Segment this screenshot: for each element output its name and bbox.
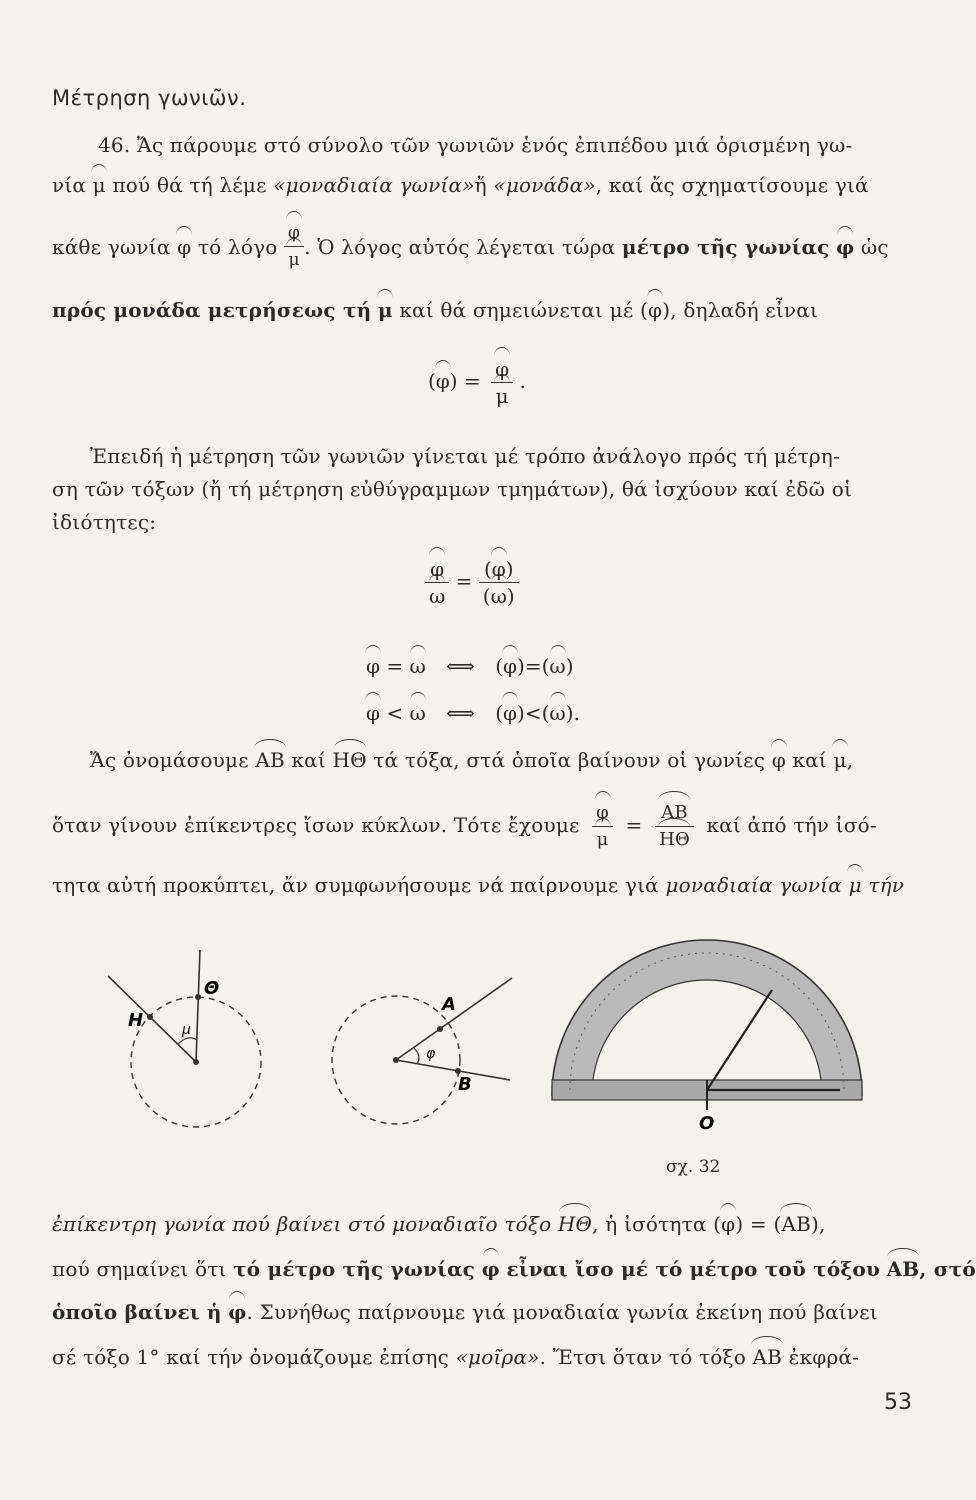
ray-theta [196, 950, 200, 1062]
label-b: Β [458, 1074, 472, 1095]
property-equality: φ = ω ⟺ (φ)=(ω) [366, 654, 574, 678]
paragraph-line-3: κάθε γωνία φ τό λόγο $\frac{\varphi}{\mu}$ . Ὁ λόγος αὐτός λέγεται τώρα μέτρο τῆς γωνίας φ ὡς [52, 222, 889, 275]
ratio-phi-over-mu: $\frac{\varphi}{\mu}$ [284, 220, 304, 273]
paragraph-line-14: σέ τόξο 1° καί τήν ὀνομάζουμε ἐπίσης «μοῖρα». Ἔτσι ὅταν τό τόξο ΑΒ ἐκφρά- [52, 1345, 860, 1369]
ray-b [396, 1060, 510, 1080]
paragraph-line-6: ση τῶν τόξων (ἤ τή μέτρηση εὐθύγραμμων τμημάτων), θά ἰσχύουν καί ἐδῶ οἱ [52, 477, 853, 501]
paragraph-line-12: πού σημαίνει ὅτι τό μέτρο τῆς γωνίας φ εἶναι ἴσο μέ τό μέτρο τοῦ τόξου ΑΒ, στό [52, 1257, 976, 1281]
paragraph-line-2: νία μ πού θά τή λέμε «μοναδιαία γωνία»ἤ «μονάδα», καί ἄς σχηματίσουμε γιά [52, 173, 869, 197]
label-mu: μ [182, 1022, 191, 1038]
paragraph-line-8: Ἄς ὀνομάσουμε ΑΒ καί ΗΘ τά τόξα, στά ὁποῖα βαίνουν οἱ γωνίες φ καί μ, [90, 748, 854, 772]
paragraph-line-1: 46. Ἄς πάρουμε στό σύνολο τῶν γωνιῶν ἑνός ἐπιπέδου μιά ὁρισμένη γω- [98, 133, 853, 157]
figure-caption: σχ. 32 [666, 1157, 721, 1177]
ray-a [396, 978, 512, 1060]
page-number: 53 [884, 1390, 912, 1415]
label-phi: φ [426, 1046, 436, 1062]
paragraph-line-5: Ἐπειδή ἡ μέτρηση τῶν γωνιῶν γίνεται μέ τρόπο ἀνάλογο πρός τή μέτρη- [90, 444, 840, 468]
mu-hat-symbol: μ [92, 173, 106, 197]
label-h: Η [128, 1010, 144, 1031]
property-inequality: φ < ω ⟺ (φ)<(ω). [366, 701, 580, 725]
property-ratio: $\frac{\varphi}{\omega}$ = $\frac{(\varphi)}{(\omega)}$ [425, 556, 519, 609]
paragraph-line-9: ὅταν γίνουν ἐπίκεντρες ἴσων κύκλων. Τότε ἔχουμε $\frac{\varphi}{\mu}$ = $\frac{AB}{H\Theta}$ καί ἀπό τήν ἰσό- [52, 800, 877, 853]
paragraph-line-7: ἰδιότητες: [52, 510, 157, 534]
paragraph-line-13: ὁποῖο βαίνει ἡ φ. Συνήθως παίρνουμε γιά μοναδιαία γωνία ἐκείνη πού βαίνει [52, 1300, 878, 1324]
paragraph-line-11: ἐπίκεντρη γωνία πού βαίνει στό μοναδιαῖο τόξο ΗΘ, ἡ ἰσότητα (φ) = (ΑΒ), [52, 1212, 826, 1236]
paragraph-line-10: τητα αὐτή προκύπτει, ἄν συμφωνήσουμε νά παίρνουμε γιά μοναδιαία γωνία μ τήν [52, 873, 905, 897]
label-a: Α [442, 994, 456, 1015]
paragraph-line-4: πρός μονάδα μετρήσεως τή μ καί θά σημειώνεται μέ (φ), δηλαδή εἶναι [52, 298, 819, 322]
figure-32 [100, 930, 920, 1150]
label-theta: Θ [204, 978, 220, 999]
section-heading: Μέτρηση γωνιῶν. [52, 86, 247, 110]
equation-phi-measure: (φ) = $\frac{\varphi}{\mu}$ . [428, 357, 526, 408]
label-o: O [699, 1113, 715, 1134]
